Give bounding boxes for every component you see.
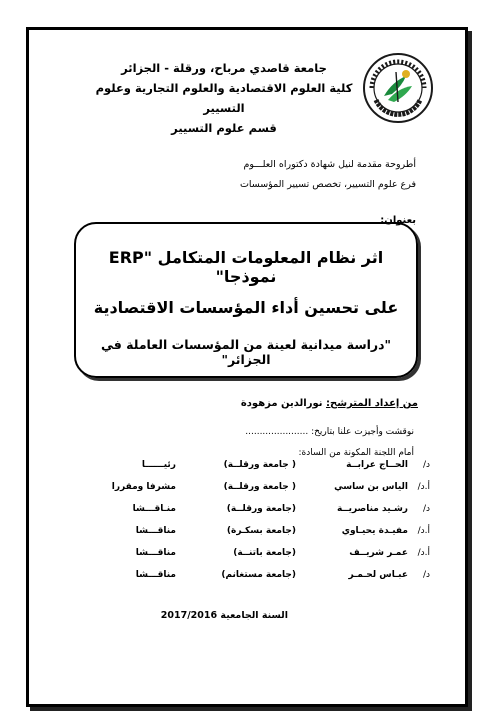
candidate-name: نورالدين مزهودة — [240, 398, 323, 409]
university-header — [94, 58, 354, 138]
member-university: (جامعة بسكـرة) — [226, 526, 296, 536]
member-title: د/ — [422, 460, 430, 470]
member-university: (جامعة باتنــة) — [233, 548, 296, 558]
member-name: عمـر شريــف — [349, 548, 408, 558]
member-name: الحــاج عرابــة — [346, 460, 408, 470]
committee-list — [70, 460, 430, 592]
title-line-2: على تحسين أداء المؤسسات الاقتصادية — [93, 298, 399, 317]
thesis-degree: أطروحة مقدمة لنيل شهادة دكتوراه العلـــوم — [243, 159, 416, 170]
member-title: أ.د/ — [417, 526, 430, 536]
committee-member — [70, 526, 430, 548]
committee-member — [70, 504, 430, 526]
member-role: مناقـــشا — [135, 526, 176, 536]
member-role: مناقـــشا — [135, 570, 176, 580]
member-title: د/ — [422, 504, 430, 514]
member-role: مناقـــشا — [135, 548, 176, 558]
member-name: مفيـدة يحيـاوي — [341, 526, 408, 536]
thesis-specialty: فرع علوم التسيير، تخصص تسيير المؤسسات — [239, 179, 416, 190]
candidate-label: من إعداد المترشح: — [326, 398, 418, 409]
member-university: (جامعة ورقلــة) — [226, 504, 296, 514]
candidate — [241, 398, 418, 409]
university-seal-icon — [362, 52, 434, 124]
member-role: مشرفا ومقررا — [111, 482, 176, 492]
member-name: عبـاس لحـمـر — [348, 570, 408, 580]
faculty-name: كلية العلوم الاقتصادية والعلوم التجارية وعلوم التسيير — [95, 81, 353, 115]
committee-title: أمام اللجنة المكونة من السادة: — [298, 448, 414, 458]
committee-member — [70, 482, 430, 504]
title-line-3: "دراسة ميدانية لعينة من المؤسسات العاملة في الجزائر" — [100, 337, 392, 367]
title-label: بعنوان: — [380, 215, 416, 226]
member-university: ( جامعة ورقلــة) — [223, 460, 296, 470]
university-name: جامعة قاصدي مرباح، ورقلة - الجزائر — [121, 61, 327, 75]
committee-member — [70, 460, 430, 482]
academic-year: السنة الجامعية 2017/2016 — [160, 610, 288, 621]
member-title: د/ — [422, 570, 430, 580]
member-title: أ.د/ — [417, 548, 430, 558]
defense-date: نوقشت وأجيزت علنا بتاريخ: ...................... — [245, 427, 414, 437]
member-title: أ.د/ — [417, 482, 430, 492]
member-name: رشـيد مناصريــة — [336, 504, 408, 514]
committee-member — [70, 570, 430, 592]
member-role: رئيــــــا — [141, 460, 176, 470]
department-name: قسم علوم التسيير — [171, 121, 277, 135]
committee-member — [70, 548, 430, 570]
title-line-1: اثر نظام المعلومات المتكامل "ERP نموذجا" — [108, 248, 384, 286]
thesis-info — [86, 155, 416, 195]
member-name: الياس بن ساسي — [334, 482, 408, 492]
member-university: ( جامعة ورقلــة) — [223, 482, 296, 492]
member-role: منـاقـــشا — [132, 504, 176, 514]
member-university: (جامعة مستغانم) — [221, 570, 296, 580]
title-box — [74, 222, 418, 378]
